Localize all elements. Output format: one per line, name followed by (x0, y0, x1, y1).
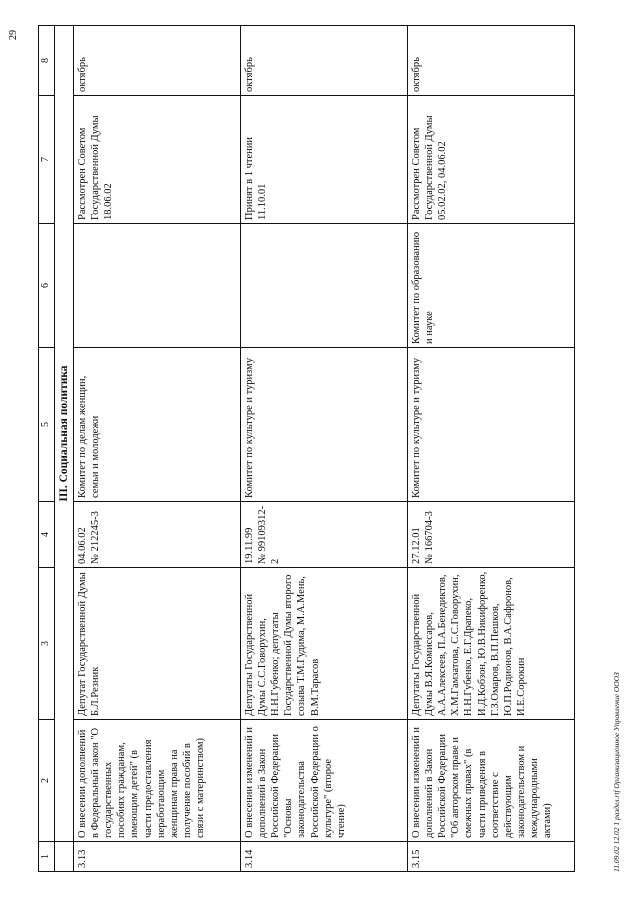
registration-number: 27.12.01 № 166704-3 (407, 502, 574, 568)
bill-title: О внесении изменений и дополнений в Закон Российской Федерации "Об авторском праве и смежных правах" (в части приведения в соответствие с действующим законодательством и международными актами) (407, 720, 574, 842)
bill-status: Принят в 1 чтении 11.10.01 (240, 96, 407, 224)
column-number: 5 (39, 348, 55, 502)
responsible-committee: Комитет по культуре и туризму (407, 348, 574, 502)
table-row (240, 26, 407, 872)
row-number: 3.13 (73, 842, 240, 872)
registration-number: 19.11.99 № 99109312-2 (240, 502, 407, 568)
responsible-committee: Комитет по делам женщин, семьи и молодежи (73, 348, 240, 502)
bill-title: О внесении дополнений в Федеральный закон "О государственных пособиях гражданам, имеющим детей" (в части предоставления неработающим женщинам права на получение пособий в связи с материнством) (73, 720, 240, 842)
column-number: 4 (39, 502, 55, 568)
column-numbers-row (39, 26, 55, 872)
legislation-table (38, 25, 575, 872)
co-committee: Комитет по образованию и науке (407, 224, 574, 348)
column-number: 3 (39, 568, 55, 720)
bill-authors: Депутаты Государственной Думы С.С.Говорухин, Н.Н.Губенко; депутаты Государственной Думы второго созыва Т.М.Гудима, М.А.Мень, В.М.Тарасов (240, 568, 407, 720)
responsible-committee: Комитет по культуре и туризму (240, 348, 407, 502)
row-number: 3.14 (240, 842, 407, 872)
planned-month: октябрь (407, 26, 574, 96)
column-number: 1 (39, 842, 55, 872)
planned-month: октябрь (240, 26, 407, 96)
section-title: III. Социальная политика (54, 26, 73, 842)
bill-title: О внесении изменений и дополнений в Закон Российской Федерации "Основы законодательства Российской Федерации о культуре" (второе чтение) (240, 720, 407, 842)
bill-status: Рассмотрен Советом Государственной Думы 18.06.02 (73, 96, 240, 224)
table-row (407, 26, 574, 872)
row-number: 3.15 (407, 842, 574, 872)
footer-text: 11.09.02 12.02 1 раздел.rtf Организационное Управление ОООЗ (612, 672, 621, 872)
planned-month: октябрь (73, 26, 240, 96)
section-header-row (54, 26, 73, 872)
bill-status: Рассмотрен Советом Государственной Думы 05.02.02, 04.06.02 (407, 96, 574, 224)
co-committee (73, 224, 240, 348)
co-committee (240, 224, 407, 348)
bill-authors: Депутаты Государственной Думы В.Я.Комиссаров, А.А.Алексеев, П.А.Бенедиктов, Х.М.Гамзатова, С.С.Говорухин, Н.Н.Губенко, Е.Г.Драпеко, И.Д.Кобзон, Ю.В.Никифоренко, Г.З.Омаров, В.П.Пешков, Ю.П.Родионов, В.А.Сафронов, И.Е.Сорокин (407, 568, 574, 720)
column-number: 2 (39, 720, 55, 842)
column-number: 6 (39, 224, 55, 348)
table-row (73, 26, 240, 872)
column-number: 7 (39, 96, 55, 224)
registration-number: 04.06.02 № 212245-3 (73, 502, 240, 568)
column-number: 8 (39, 26, 55, 96)
page-number: 29 (8, 30, 19, 40)
bill-authors: Депутат Государственной Думы Б.Л.Резник (73, 568, 240, 720)
